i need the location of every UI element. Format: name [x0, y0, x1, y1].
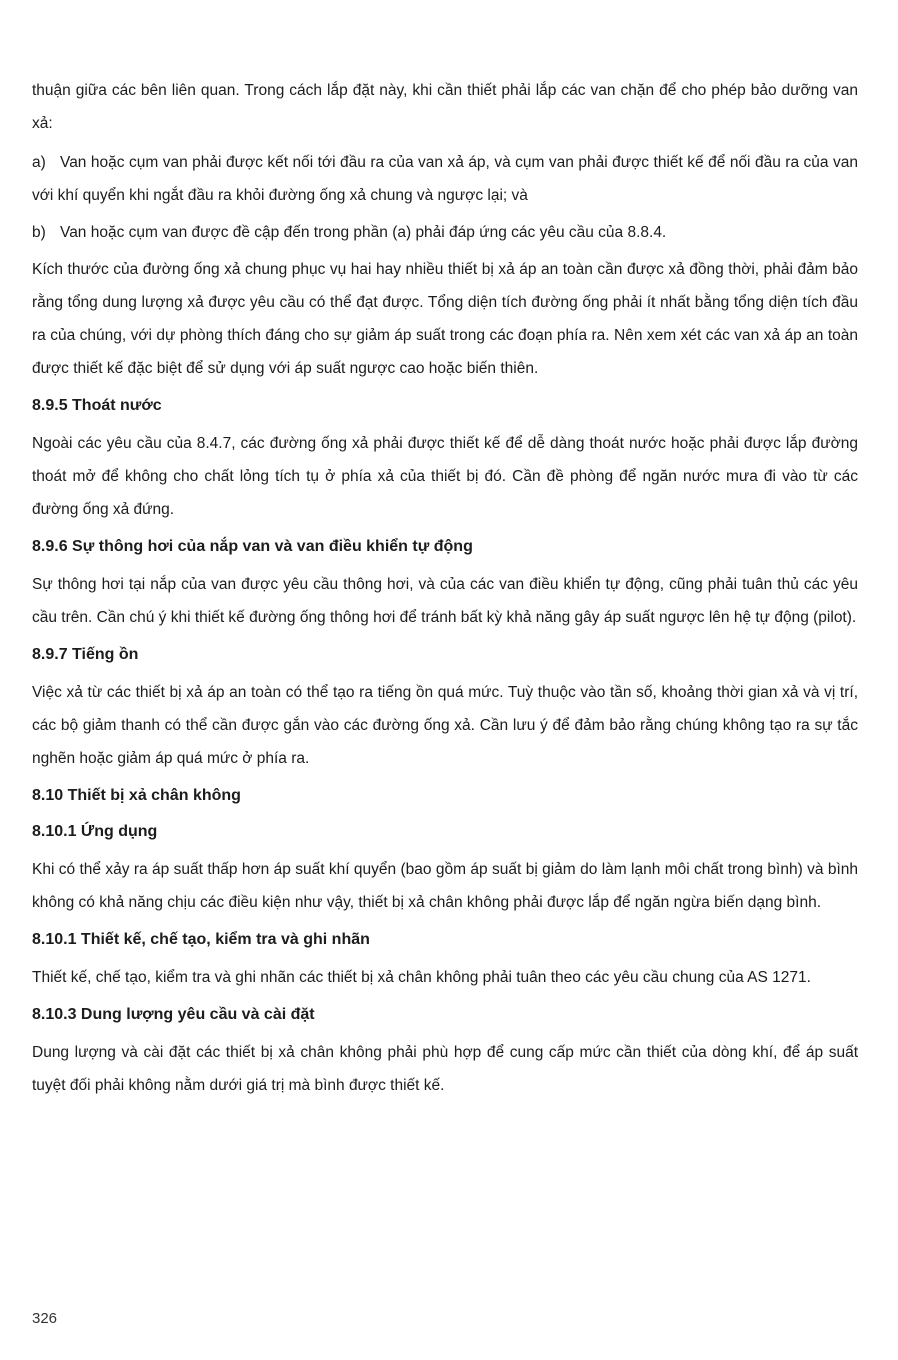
- heading-8-10: 8.10 Thiết bị xả chân không: [32, 787, 241, 804]
- paragraph-pipe-size: Kích thước của đường ống xả chung phục vụ hai hay nhiều thiết bị xả áp an toàn cần được xả đồng thời, phải đảm bảo rằng tổng dung lượng xả được yêu cầu có thể đạt được. Tổng diện tích đường ống phải ít nhất bằng tổng diện tích đầu ra của chúng, với dự phòng thích đáng cho sự giảm áp suất trong các đoạn phía ra. Nên xem xét các van xả áp an toàn được thiết kế đặc biệt để sử dụng với áp suất ngược cao hoặc biến thiên.: [32, 261, 858, 377]
- list-item-a: [32, 146, 858, 212]
- paragraph-8-9-5: Ngoài các yêu cầu của 8.4.7, các đường ống xả phải được thiết kế để dễ dàng thoát nước hoặc phải được lắp đường thoát mở để không cho chất lỏng tích tụ ở phía xả của thiết bị đó. Cần đề phòng để ngăn nước mưa đi vào từ các đường ống xả đứng.: [32, 435, 858, 518]
- paragraph-8-10-1-design: Thiết kế, chế tạo, kiểm tra và ghi nhãn các thiết bị xả chân không phải tuân theo các yêu cầu chung của AS 1271.: [32, 969, 811, 986]
- list-item-b: [32, 216, 858, 249]
- paragraph-8-9-7: Việc xả từ các thiết bị xả áp an toàn có thể tạo ra tiếng ồn quá mức. Tuỳ thuộc vào tần số, khoảng thời gian xả và vị trí, các bộ giảm thanh có thể cần được gắn vào các đường ống xả. Cần lưu ý để đảm bảo rằng chúng không tạo ra sự tắc nghẽn hoặc giảm áp quá mức ở phía ra.: [32, 684, 858, 767]
- paragraph-intro: thuận giữa các bên liên quan. Trong cách lắp đặt này, khi cần thiết phải lắp các van chặn để cho phép bảo dưỡng van xả:: [32, 82, 858, 132]
- paragraph-8-10-3: Dung lượng và cài đặt các thiết bị xả chân không phải phù hợp để cung cấp mức cần thiết của dòng khí, để áp suất tuyệt đối phải không nằm dưới giá trị mà bình được thiết kế.: [32, 1044, 858, 1094]
- list-marker-a: a): [32, 154, 46, 171]
- list-marker-b: b): [32, 224, 46, 241]
- document-page: [32, 74, 858, 1108]
- heading-8-9-6: 8.9.6 Sự thông hơi của nắp van và van điều khiển tự động: [32, 538, 473, 555]
- paragraph-8-9-6: Sự thông hơi tại nắp của van được yêu cầu thông hơi, và của các van điều khiển tự động, cũng phải tuân thủ các yêu cầu trên. Cần chú ý khi thiết kế đường ống thông hơi để tránh bất kỳ khả năng gây áp suất ngược lên hệ tự động (pilot).: [32, 576, 858, 626]
- list-text-b: Van hoặc cụm van được đề cập đến trong phần (a) phải đáp ứng các yêu cầu của 8.8.4.: [60, 224, 667, 241]
- list-text-a: Van hoặc cụm van phải được kết nối tới đầu ra của van xả áp, và cụm van phải được thiết kế để nối đầu ra của van với khí quyển khi ngắt đầu ra khỏi đường ống xả chung và ngược lại; và: [32, 154, 858, 204]
- page-number: 326: [32, 1310, 58, 1327]
- heading-8-10-1: 8.10.1 Ứng dụng: [32, 823, 158, 840]
- heading-8-10-1-design: 8.10.1 Thiết kế, chế tạo, kiểm tra và ghi nhãn: [32, 931, 370, 948]
- heading-8-10-3: 8.10.3 Dung lượng yêu cầu và cài đặt: [32, 1006, 315, 1023]
- paragraph-8-10-1: Khi có thể xảy ra áp suất thấp hơn áp suất khí quyển (bao gồm áp suất bị giảm do làm lạnh môi chất trong bình) và bình không có khả năng chịu các điều kiện như vậy, thiết bị xả chân không phải được lắp để ngăn ngừa biến dạng bình.: [32, 861, 858, 911]
- heading-8-9-5: 8.9.5 Thoát nước: [32, 397, 162, 414]
- heading-8-9-7: 8.9.7 Tiếng ồn: [32, 646, 139, 663]
